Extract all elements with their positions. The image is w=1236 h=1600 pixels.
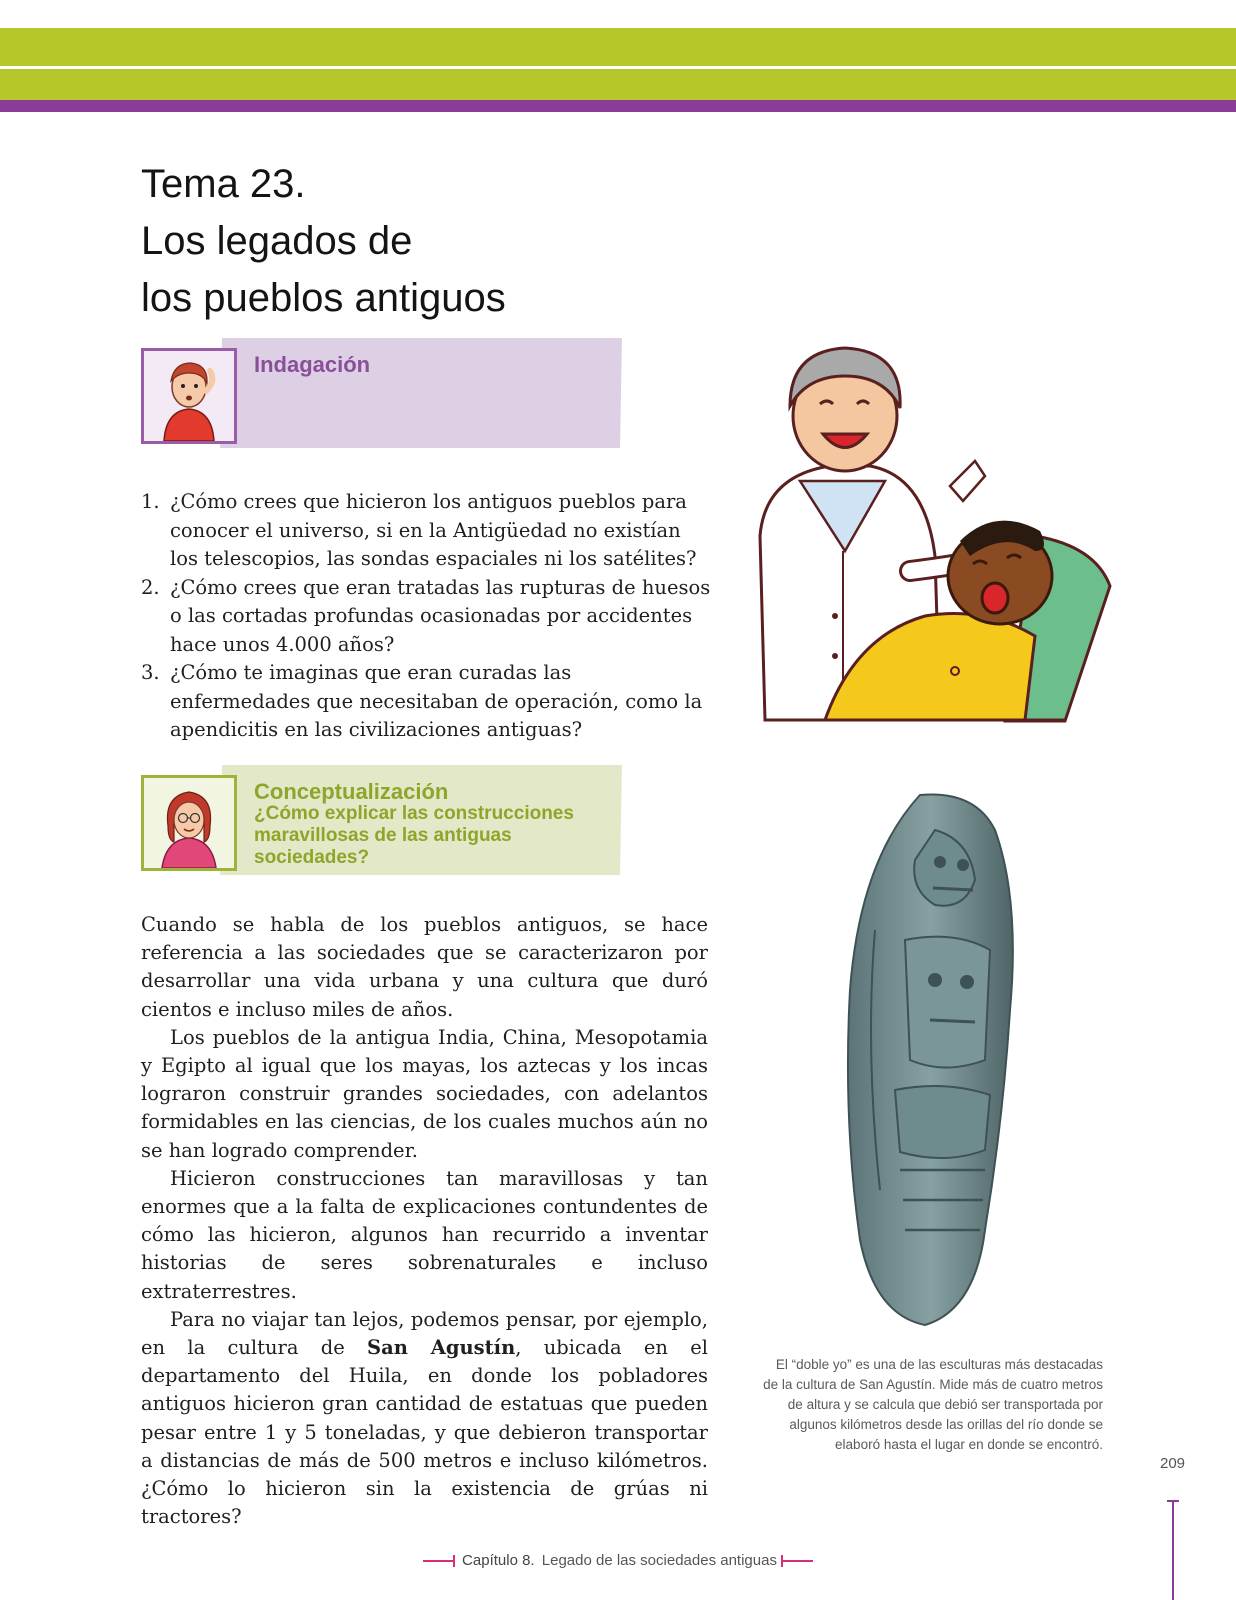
conceptualizacion-heading: Conceptualización	[254, 779, 449, 804]
statue-caption: El “doble yo” es una de las esculturas más destacadas de la cultura de San Agustín. Mide más de cuatro metros de altura y se calcula que debió ser transportada por algunos kilómetros desde las orillas del río donde se elaboró hasta el lugar en donde se encontró.	[763, 1357, 1103, 1452]
question-item	[141, 659, 711, 745]
header-purple-band	[0, 100, 1236, 112]
question-item	[141, 574, 711, 660]
title-line-1: Tema 23.	[141, 162, 306, 206]
question-text: ¿Cómo te imaginas que eran curadas las enfermedades que necesitaban de operación, como la apendicitis en las civilizaciones antiguas?	[170, 661, 703, 741]
page-title	[141, 156, 506, 327]
header-green-band	[0, 28, 1236, 100]
title-line-3: los pueblos antiguos	[141, 276, 506, 320]
footer-chapter-title: Legado de las sociedades antiguas	[541, 1552, 777, 1569]
girl-with-glasses-icon	[141, 775, 237, 871]
thinking-boy-icon	[141, 348, 237, 444]
footer-chapter: Capítulo 8.	[462, 1552, 535, 1569]
question-number: 3.	[141, 661, 160, 684]
body-text-run: Para no viajar tan lejos, podemos pensar, por ejemplo, en la cultura de	[141, 1307, 708, 1360]
header-divider	[0, 66, 1236, 69]
question-text: ¿Cómo crees que hicieron los antiguos pueblos para conocer el universo, si en la Antigüedad no existían los telescopios, las sondas espaciales ni los satélites?	[170, 490, 697, 570]
footer-right-bar	[781, 1560, 813, 1562]
question-item	[141, 488, 711, 574]
doble-yo-statue-photo	[825, 790, 1045, 1330]
doctor-treating-child-illustration	[735, 336, 1135, 746]
conceptualizacion-question: ¿Cómo explicar las construcciones maravillosas de las antiguas sociedades?	[254, 803, 574, 868]
question-number: 1.	[141, 490, 160, 513]
page-footer	[0, 1552, 1236, 1569]
page-number: 209	[1160, 1455, 1186, 1472]
title-line-2: Los legados de	[141, 219, 413, 263]
body-text	[141, 911, 708, 1531]
san-agustin-term: San Agustín	[367, 1336, 516, 1360]
question-text: ¿Cómo crees que eran tratadas las rupturas de huesos o las cortadas profundas ocasionadas por accidentes hace unos 4.000 años?	[170, 575, 711, 656]
body-text-run: , ubicada en el departamento del Huila, en donde los pobladores antiguos hicieron gran cantidad de estatuas que pueden pesar entre 1 y 5 toneladas, y que debieron transportar a distancias de más de 500 metros e incluso kilómetros. ¿Cómo lo hicieron sin la existencia de grúas ni tractores?	[141, 1336, 708, 1529]
body-paragraph: Los pueblos de la antigua India, China, Mesopotamia y Egipto al igual que los mayas, los aztecas y los incas lograron construir grandes sociedades, con adelantos formidables en las ciencias, de los cuales muchos aún no se han logrado comprender.	[141, 1025, 708, 1162]
question-list	[141, 488, 711, 745]
footer-left-bar	[423, 1560, 455, 1562]
indagacion-heading: Indagación	[254, 352, 371, 377]
conceptualizacion-box	[141, 765, 621, 875]
body-paragraph	[141, 1306, 708, 1532]
body-paragraph: Cuando se habla de los pueblos antiguos, se hace referencia a las sociedades que se caracterizaron por desarrollar una vida urbana y una cultura que duró cientos e incluso miles de años.	[141, 913, 708, 1021]
indagacion-box	[141, 338, 621, 448]
question-number: 2.	[141, 575, 160, 599]
body-paragraph: Hicieron construcciones tan maravillosas y tan enormes que a la falta de explicaciones contundentes de cómo las hicieron, algunos han recurrido a inventar historias de seres sobrenaturales e incluso extraterrestres.	[141, 1166, 708, 1303]
side-rule	[1172, 1500, 1174, 1600]
